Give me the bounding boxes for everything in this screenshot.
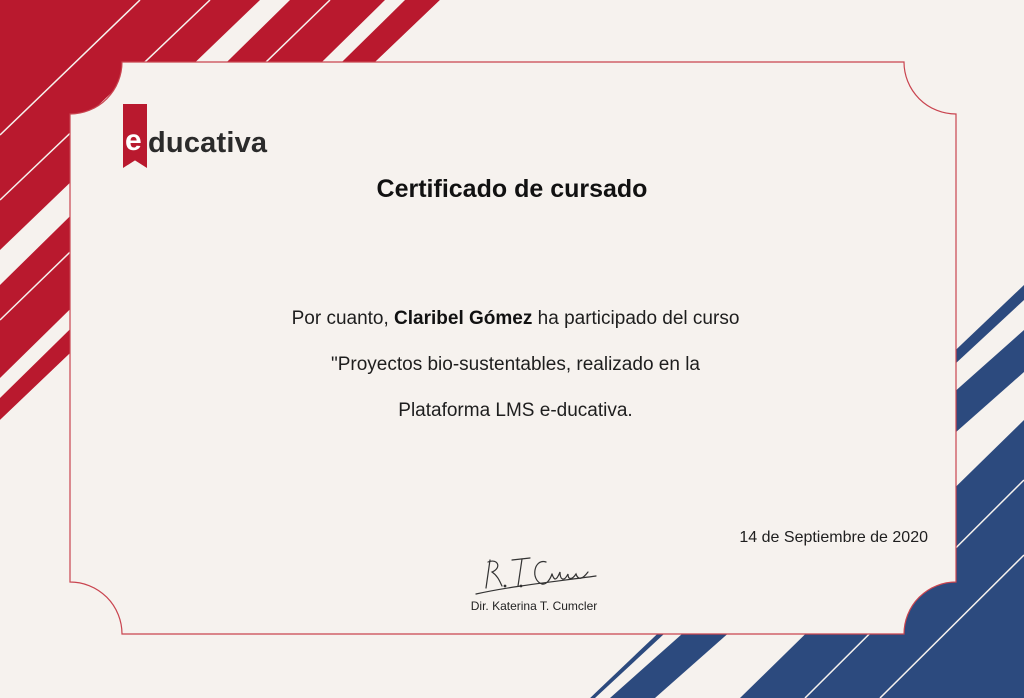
certificate-body <box>0 296 1024 434</box>
body-line-3: Plataforma LMS e-ducativa. <box>398 400 633 421</box>
recipient-name: Claribel Gómez <box>394 308 533 329</box>
body-line-1 <box>0 296 1024 342</box>
signer-name: Dir. Katerina T. Cumcler <box>470 599 598 613</box>
body-line-1-prefix: Por cuanto, <box>291 308 395 329</box>
certificate-title: Certificado de cursado <box>376 175 648 203</box>
certificate-date: 14 de Septiembre de 2020 <box>739 529 928 546</box>
body-line-1-suffix: ha participado del curso <box>532 308 740 329</box>
educativa-logo <box>123 104 293 170</box>
body-line-2: "Proyectos bio-sustentables, realizado en la <box>330 354 700 375</box>
logo-text: ducativa <box>148 127 268 159</box>
logo-e: e <box>125 124 142 157</box>
signature-image <box>472 550 602 598</box>
